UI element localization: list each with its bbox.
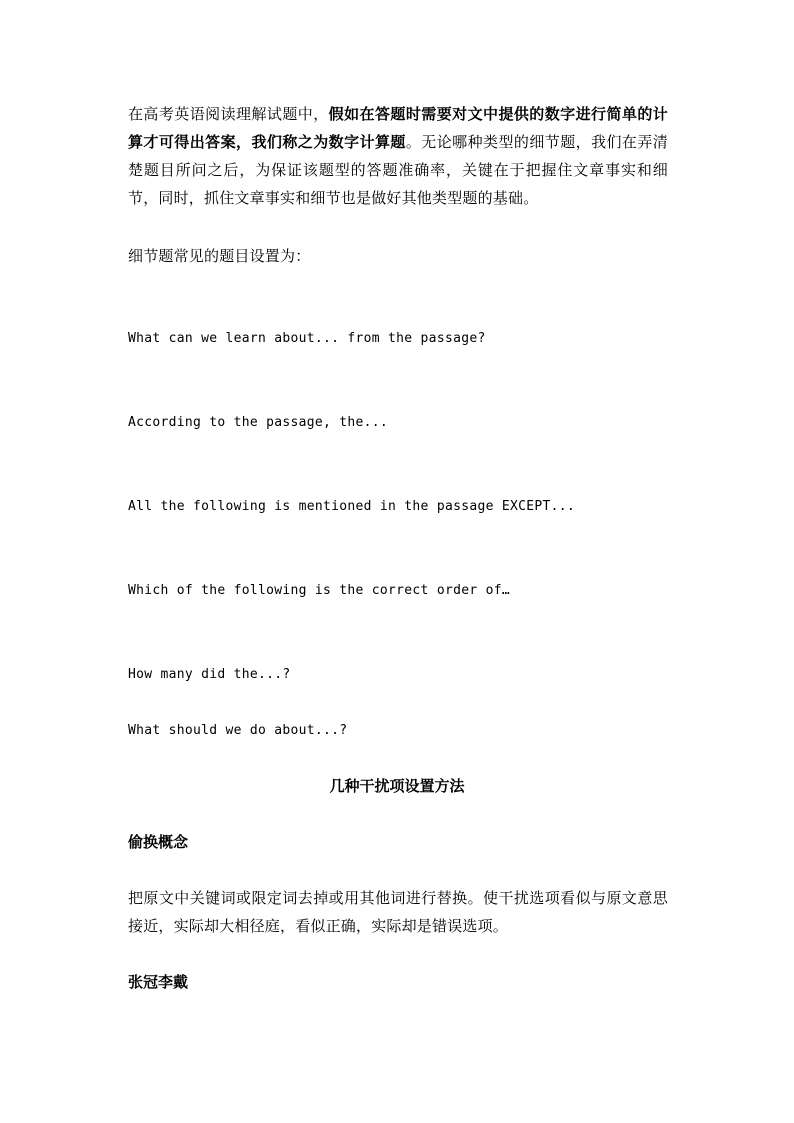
intro-text-end: 。无论哪种类型的细节题，我们在弄清楚题目所问之后，为保证该题型的答题准确率，关键在于把握住文章事实和细节，同时，抓住文章事实和细节也是做好其他类型题的基础。	[128, 133, 669, 207]
intro-paragraph	[128, 100, 668, 212]
intro-text-bold: 假如在答题时需要对文中提供的数字进行简单的计算才可得出答案，我们称之为数字计算题	[128, 105, 668, 151]
question-item: Which of the following is the correct order of…	[128, 583, 510, 598]
method-description: 把原文中关键词或限定词去掉或用其他词进行替换。使干扰选项看似与原文意思接近，实际却大相径庭，看似正确，实际却是错误选项。	[128, 889, 668, 935]
method-title: 偷换概念	[128, 833, 189, 851]
question-item: According to the passage, the...	[128, 415, 389, 430]
question-item: All the following is mentioned in the passage EXCEPT...	[128, 499, 575, 514]
question-item: How many did the...?	[128, 667, 291, 682]
method-title: 张冠李戴	[128, 973, 189, 991]
intro-text-start: 在高考英语阅读理解试题中，	[128, 105, 329, 123]
section-title: 几种干扰项设置方法	[329, 777, 465, 795]
question-item: What can we learn about... from the passage?	[128, 331, 486, 346]
question-item: What should we do about...?	[128, 723, 348, 738]
question-intro: 细节题常见的题目设置为：	[128, 247, 311, 265]
